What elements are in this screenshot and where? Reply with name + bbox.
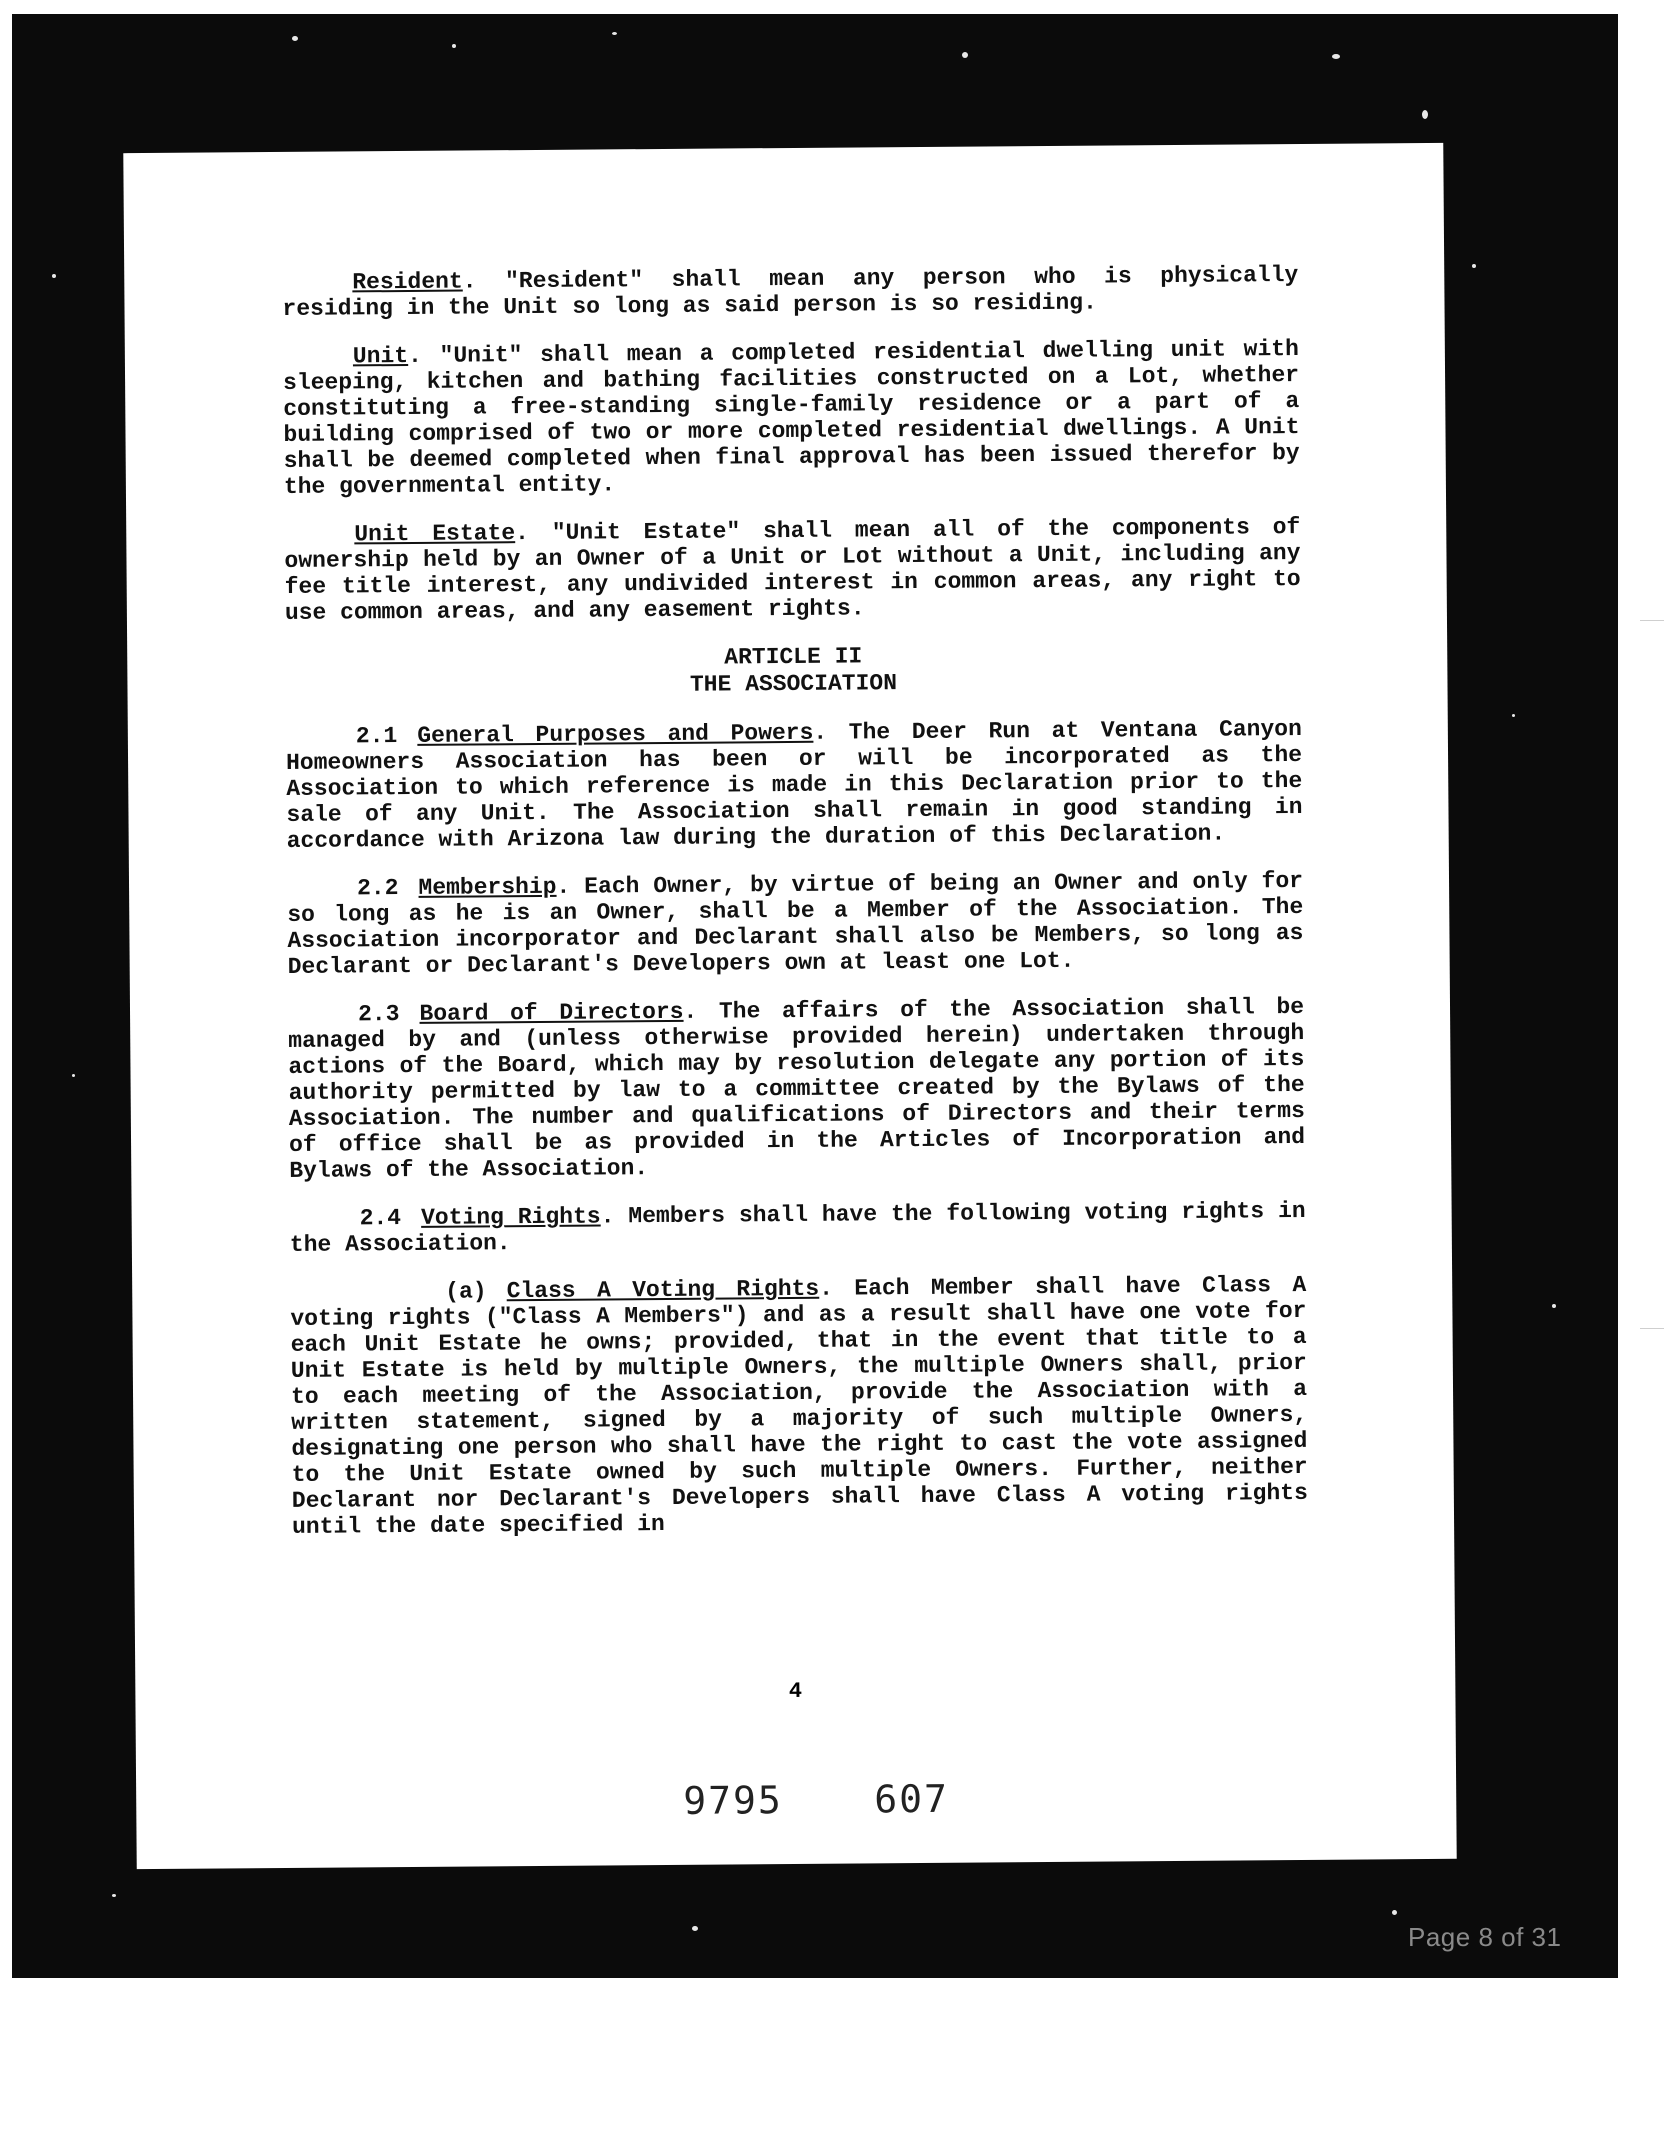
section-number: 2.1 xyxy=(355,723,398,750)
section-heading: Voting Rights xyxy=(420,1203,601,1231)
section-text: . The Deer Run at Ventana Canyon Homeowners Association has been or will be incorporated as the Association to which reference is made in this Declaration prior to the sale of any Unit. The Association shall remain in good standing in accordance with Arizona law during the duration of this Declaration. xyxy=(285,715,1303,854)
page-number: 4 xyxy=(788,1678,803,1705)
article-number: ARTICLE II xyxy=(724,643,863,671)
recording-book-number: 9795 xyxy=(683,1778,783,1823)
section-heading: Board of Directors xyxy=(419,998,684,1027)
section-text: . Members shall have the following voting rights in the Association. xyxy=(289,1197,1306,1258)
section-text: . The affairs of the Association shall be managed by and (unless otherwise provided herein) undertaken through actions of the Board, which may by resolution delegate any portion of its authority permitted by law to a committee created by the Bylaws of the Association. The number and qualifications of Directors and their terms of office shall be as provided in the Articles of Incorporation and Bylaws of the Association. xyxy=(288,993,1306,1184)
definition-unit-estate xyxy=(284,514,1301,626)
page-indicator: Page 8 of 31 xyxy=(1408,1922,1562,1952)
section-number: 2.2 xyxy=(356,875,399,902)
section-text: . Each Owner, by virtue of being an Owner and only for so long as he is an Owner, shall be a Member of the Association. The Association incorporator and Declarant shall also be Members, so long as Declarant or Declarant's Developers own at least one Lot. xyxy=(287,867,1304,980)
section-number: 2.3 xyxy=(357,1001,400,1028)
subsection-heading: Class A Voting Rights xyxy=(506,1275,820,1305)
section-2-4 xyxy=(290,1198,1306,1258)
term-text: . "Resident" shall mean any person who is physically residing in the Unit so long as said person is so residing. xyxy=(282,261,1299,322)
subsection-text: . Each Member shall have Class A voting rights ("Class A Members") and as a result shall have one vote for each Unit Estate he owns; provided, that in the event that title to a Unit Estate is held by multiple Owners, the multiple Owners shall, prior to each meeting of the Association, provide the Association with a written statement, signed by a majority of such multiple Owners, designating one person who shall have the right to cast the vote assigned to the Unit Estate owned by such multiple Owners. Further, neither Declarant nor Declarant's Developers shall have Class A voting rights until the date specified in xyxy=(290,1271,1308,1540)
section-heading: Membership xyxy=(418,873,557,901)
term-heading: Unit xyxy=(352,342,409,370)
definition-unit xyxy=(283,336,1300,500)
term-text: . "Unit Estate" shall mean all of the components of ownership held by an Owner of a Unit or Lot without a Unit, including any fee title interest, any undivided interest in common areas, any right to use common areas, and any easement rights. xyxy=(284,513,1301,626)
section-number: 2.4 xyxy=(359,1205,402,1232)
subsection-number: (a) xyxy=(445,1278,487,1305)
section-2-3 xyxy=(288,994,1305,1184)
recording-page-number: 607 xyxy=(874,1776,950,1822)
document-page xyxy=(123,143,1456,1869)
document-body xyxy=(282,262,1308,1562)
separator-line xyxy=(1640,1328,1664,1329)
definition-resident xyxy=(282,262,1298,322)
section-2-2 xyxy=(287,868,1304,980)
section-2-1 xyxy=(286,716,1303,854)
separator-line xyxy=(1640,620,1664,621)
subsection-a xyxy=(290,1272,1308,1540)
term-heading: Unit Estate xyxy=(354,520,516,548)
article-heading xyxy=(285,640,1301,702)
section-heading: General Purposes and Powers xyxy=(417,719,814,749)
term-heading: Resident xyxy=(352,268,463,296)
term-text: . "Unit" shall mean a completed residential dwelling unit with sleeping, kitchen and bathing facilities constructed on a Lot, whether constituting a free-standing single-family residence or a part of a building comprised of two or more completed residential dwellings. A Unit shall be deemed completed when final approval has been issued therefor by the governmental entity. xyxy=(282,335,1300,500)
article-title: THE ASSOCIATION xyxy=(689,670,898,698)
